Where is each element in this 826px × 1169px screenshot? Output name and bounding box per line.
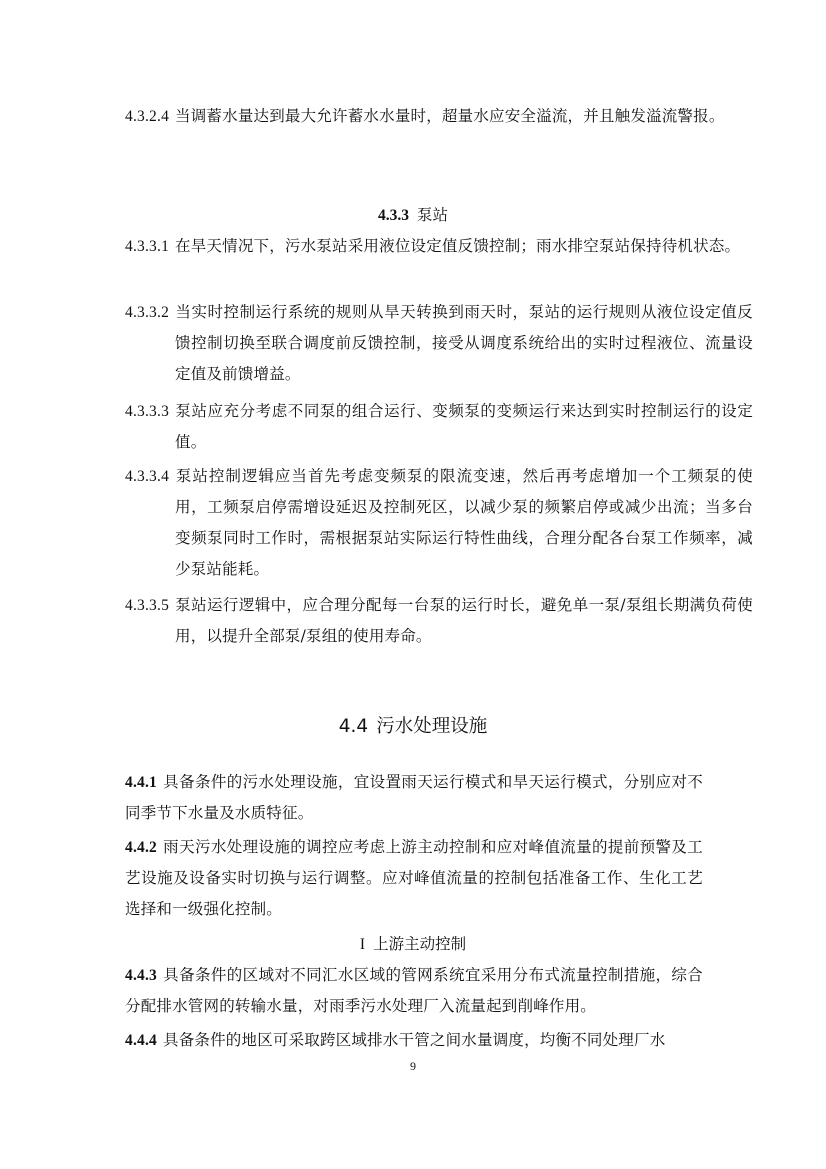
clause-number: 4.3.3.2 xyxy=(125,304,170,321)
subsection-number: 4.3.3 xyxy=(377,207,409,224)
subheading-number: I xyxy=(359,936,366,953)
clause-number: 4.3.3.1 xyxy=(125,238,170,255)
clause-text: 具备条件的地区可采取跨区域排水干管之间水量调度，均衡不同处理厂水 xyxy=(163,1031,666,1049)
section-title-4-4 xyxy=(0,713,826,741)
subsection-heading-4-3-3 xyxy=(0,203,826,228)
clause-number: 4.3.3.5 xyxy=(125,597,170,614)
clause-text: 当实时控制运行系统的规则从旱天转换到雨天时，泵站的运行规则从液位设定值反馈控制切换至联合调度前反馈控制，接受从调度系统给出的实时过程液位、流量设定值及前馈增益。 xyxy=(175,303,753,383)
clause-4-3-2-4 xyxy=(125,101,753,132)
clause-text: 在旱天情况下，污水泵站采用液位设定值反馈控制；雨水排空泵站保持待机状态。 xyxy=(175,237,741,255)
clause-text: 当调蓄水量达到最大允许蓄水水量时，超量水应安全溢流，并且触发溢流警报。 xyxy=(175,107,725,125)
clause-number: 4.3.2.4 xyxy=(125,108,170,125)
clause-text: 泵站运行逻辑中，应合理分配每一台泵的运行时长，避免单一泵/泵组长期满负荷使用，以提升全部泵/泵组的使用寿命。 xyxy=(175,596,753,645)
clause-4-3-3-4 xyxy=(125,461,753,585)
clause-4-3-3-5 xyxy=(125,590,753,652)
clause-text: 具备条件的污水处理设施，宜设置雨天运行模式和旱天运行模式，分别应对不同季节下水量及水质特征。 xyxy=(125,773,703,822)
clause-4-3-3-2 xyxy=(125,297,753,390)
clause-text: 雨天污水处理设施的调控应考虑上游主动控制和应对峰值流量的提前预警及工艺设施及设备实时切换与运行调整。应对峰值流量的控制包括准备工作、生化工艺选择和一级强化控制。 xyxy=(125,838,703,918)
clause-4-4-2 xyxy=(125,832,703,925)
clause-number: 4.3.3.4 xyxy=(125,468,170,485)
clause-text: 泵站控制逻辑应当首先考虑变频泵的限流变速，然后再考虑增加一个工频泵的使用，工频泵启停需增设延迟及控制死区，以减少泵的频繁启停或减少出流；当多台变频泵同时工作时，需根据泵站实际运行特性曲线，合理分配各台泵工作频率，减少泵站能耗。 xyxy=(175,467,753,578)
clause-4-4-3 xyxy=(125,960,703,1022)
subsection-title: 泵站 xyxy=(416,206,448,224)
clause-number: 4.3.3.3 xyxy=(125,403,170,420)
page-number: 9 xyxy=(410,1059,416,1073)
clause-text: 具备条件的区域对不同汇水区域的管网系统宜采用分布式流量控制措施，综合分配排水管网的转输水量，对雨季污水处理厂入流量起到削峰作用。 xyxy=(125,966,703,1015)
clause-number: 4.4.4 xyxy=(125,1032,157,1049)
subheading-upstream-control xyxy=(0,932,826,957)
clause-4-4-4 xyxy=(125,1025,703,1056)
clause-text: 泵站应充分考虑不同泵的组合运行、变频泵的变频运行来达到实时控制运行的设定值。 xyxy=(175,402,753,451)
clause-number: 4.4.3 xyxy=(125,967,157,984)
clause-4-3-3-1 xyxy=(125,231,753,262)
clause-4-4-1 xyxy=(125,767,703,829)
section-title-text: 污水处理设施 xyxy=(376,716,488,737)
section-number: 4.4 xyxy=(338,716,369,737)
clause-4-3-3-3 xyxy=(125,396,753,458)
clause-number: 4.4.1 xyxy=(125,774,157,791)
subheading-title: 上游主动控制 xyxy=(373,935,467,953)
clause-number: 4.4.2 xyxy=(125,839,157,856)
